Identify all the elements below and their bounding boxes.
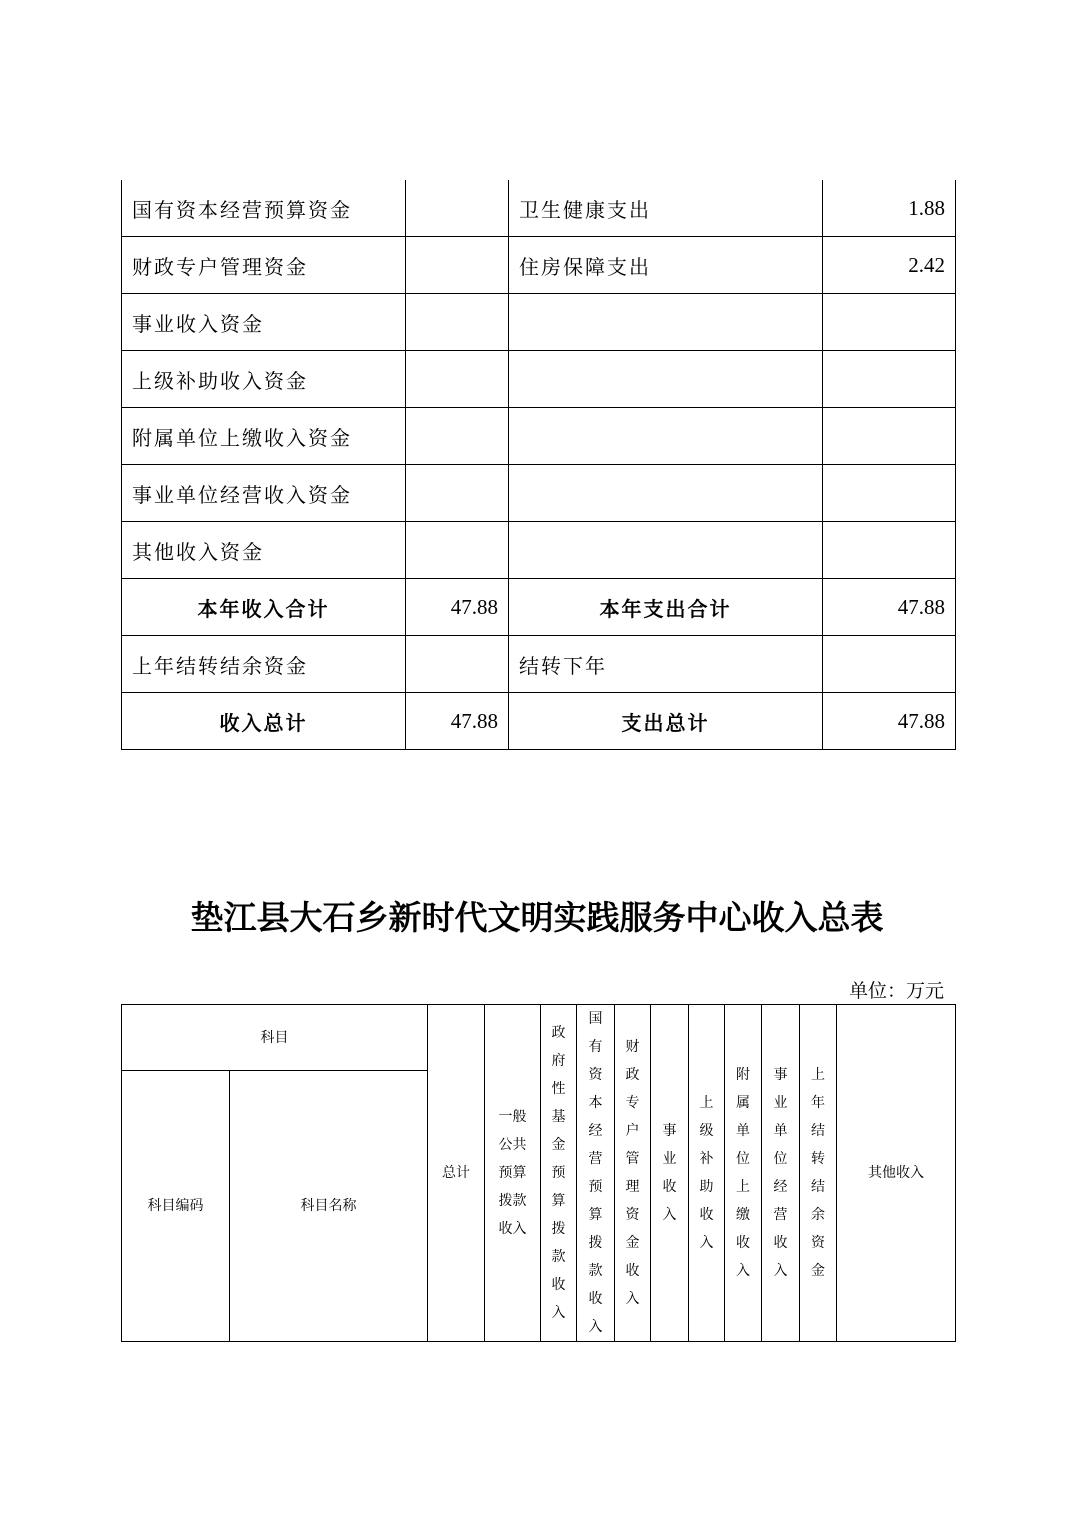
expense-value: 1.88 bbox=[823, 180, 956, 237]
table-row bbox=[122, 408, 956, 465]
income-value bbox=[406, 408, 509, 465]
expense-item: 住房保障支出 bbox=[509, 237, 823, 294]
unit-label: 单位：万元 bbox=[848, 980, 944, 1002]
expense-value bbox=[823, 294, 956, 351]
table-row bbox=[122, 636, 956, 693]
income-item: 其他收入资金 bbox=[122, 522, 406, 579]
income-value: 47.88 bbox=[406, 579, 509, 636]
expense-value bbox=[823, 351, 956, 408]
table-row bbox=[122, 693, 956, 750]
table-row bbox=[122, 237, 956, 294]
header-affiliated: 附属单位上缴收入 bbox=[725, 1005, 762, 1342]
expense-value bbox=[823, 408, 956, 465]
header-name: 科目名称 bbox=[230, 1071, 428, 1342]
page-title: 垫江县大石乡新时代文明实践服务中心收入总表 bbox=[190, 898, 884, 937]
income-item: 收入总计 bbox=[122, 693, 406, 750]
income-value bbox=[406, 351, 509, 408]
table-row bbox=[122, 294, 956, 351]
header-state-capital: 国有资本经营预算拨款收入 bbox=[577, 1005, 615, 1342]
income-item: 国有资本经营预算资金 bbox=[122, 180, 406, 237]
income-value bbox=[406, 237, 509, 294]
income-value: 47.88 bbox=[406, 693, 509, 750]
table-row bbox=[122, 351, 956, 408]
income-item: 财政专户管理资金 bbox=[122, 237, 406, 294]
expense-value: 47.88 bbox=[823, 693, 956, 750]
income-item: 事业单位经营收入资金 bbox=[122, 465, 406, 522]
header-code: 科目编码 bbox=[122, 1071, 230, 1342]
income-value bbox=[406, 522, 509, 579]
header-business: 事业收入 bbox=[651, 1005, 689, 1342]
income-item: 事业收入资金 bbox=[122, 294, 406, 351]
header-subsidy: 上级补助收入 bbox=[689, 1005, 725, 1342]
income-item: 本年收入合计 bbox=[122, 579, 406, 636]
header-other: 其他收入 bbox=[837, 1005, 956, 1342]
income-item: 上级补助收入资金 bbox=[122, 351, 406, 408]
expense-item bbox=[509, 294, 823, 351]
expense-item: 支出总计 bbox=[509, 693, 823, 750]
income-item: 附属单位上缴收入资金 bbox=[122, 408, 406, 465]
expense-value bbox=[823, 636, 956, 693]
expense-item bbox=[509, 408, 823, 465]
table-row bbox=[122, 579, 956, 636]
income-item: 上年结转结余资金 bbox=[122, 636, 406, 693]
expense-item: 本年支出合计 bbox=[509, 579, 823, 636]
expense-value: 47.88 bbox=[823, 579, 956, 636]
income-value bbox=[406, 636, 509, 693]
income-summary-table bbox=[121, 1004, 956, 1342]
income-value bbox=[406, 180, 509, 237]
expense-item bbox=[509, 465, 823, 522]
expense-item: 卫生健康支出 bbox=[509, 180, 823, 237]
header-subject: 科目 bbox=[122, 1005, 428, 1071]
table-row bbox=[122, 522, 956, 579]
header-operating: 事业单位经营收入 bbox=[762, 1005, 800, 1342]
expense-item bbox=[509, 351, 823, 408]
header-special-account: 财政专户管理资金收入 bbox=[615, 1005, 651, 1342]
expense-item bbox=[509, 522, 823, 579]
income-value bbox=[406, 465, 509, 522]
expense-value bbox=[823, 465, 956, 522]
header-total: 总计 bbox=[428, 1005, 485, 1342]
expense-value bbox=[823, 522, 956, 579]
income-value bbox=[406, 294, 509, 351]
header-carryover: 上年结转结余资金 bbox=[800, 1005, 837, 1342]
table-row bbox=[122, 180, 956, 237]
header-gov-fund: 政府性基金预算拨款收入 bbox=[541, 1005, 577, 1342]
header-general-budget: 一般公共预算拨款收入 bbox=[485, 1005, 541, 1342]
table-row bbox=[122, 465, 956, 522]
expense-value: 2.42 bbox=[823, 237, 956, 294]
expense-item: 结转下年 bbox=[509, 636, 823, 693]
income-expense-summary-table bbox=[121, 180, 956, 750]
